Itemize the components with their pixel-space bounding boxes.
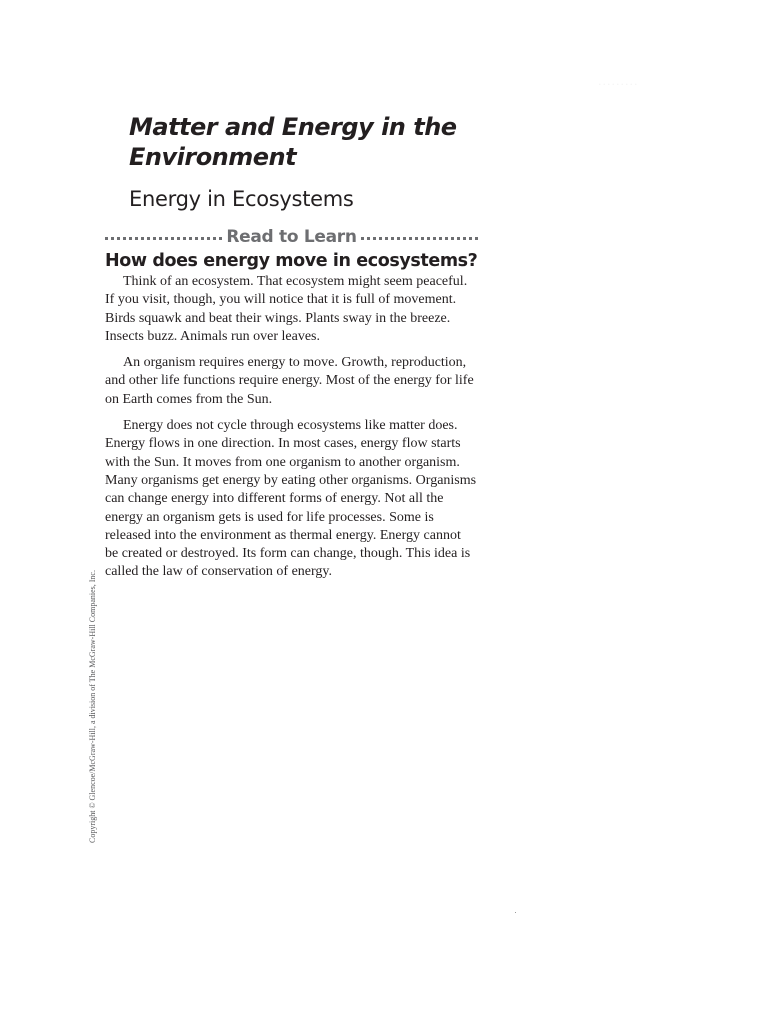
lesson-title: Energy in Ecosystems [129, 187, 354, 211]
section-body [105, 273, 477, 590]
paragraph-1: Think of an ecosystem. That ecosystem might seem peaceful. If you visit, though, you will notice that it is full of movement. Birds squawk and beat their wings. Plants sway in the breeze. Insects buzz. Animals run over leaves. [105, 274, 468, 344]
paragraph-3: Energy does not cycle through ecosystems like matter does. Energy flows in one direction. In most cases, energy flow starts with the Sun. It moves from one organism to another organism. Many organisms get energy by eating other organisms. Organisms can change energy into different forms of energy. Not all the energy an organism gets is used for life processes. Some is released into the environment as thermal energy. Energy cannot be created or destroyed. Its form can change, though. This idea is called the law of conservation of energy. [105, 418, 477, 580]
faint-corner-mark: ········· [598, 78, 639, 91]
copyright-notice: Copyright © Glencoe/McGraw-Hill, a division of The McGraw-Hill Companies, Inc. [88, 570, 97, 843]
read-to-learn-label: Read to Learn [226, 227, 357, 247]
chapter-title: Matter and Energy in the Environment [129, 113, 457, 171]
print-speck [515, 912, 516, 913]
paragraph-2: An organism requires energy to move. Growth, reproduction, and other life functions require energy. Most of the energy for life on Earth comes from the Sun. [105, 355, 474, 407]
dotted-rule-right [361, 237, 478, 240]
dotted-rule-left [105, 237, 222, 240]
read-to-learn-bar [105, 226, 478, 248]
section-heading: How does energy move in ecosystems? [105, 251, 478, 271]
